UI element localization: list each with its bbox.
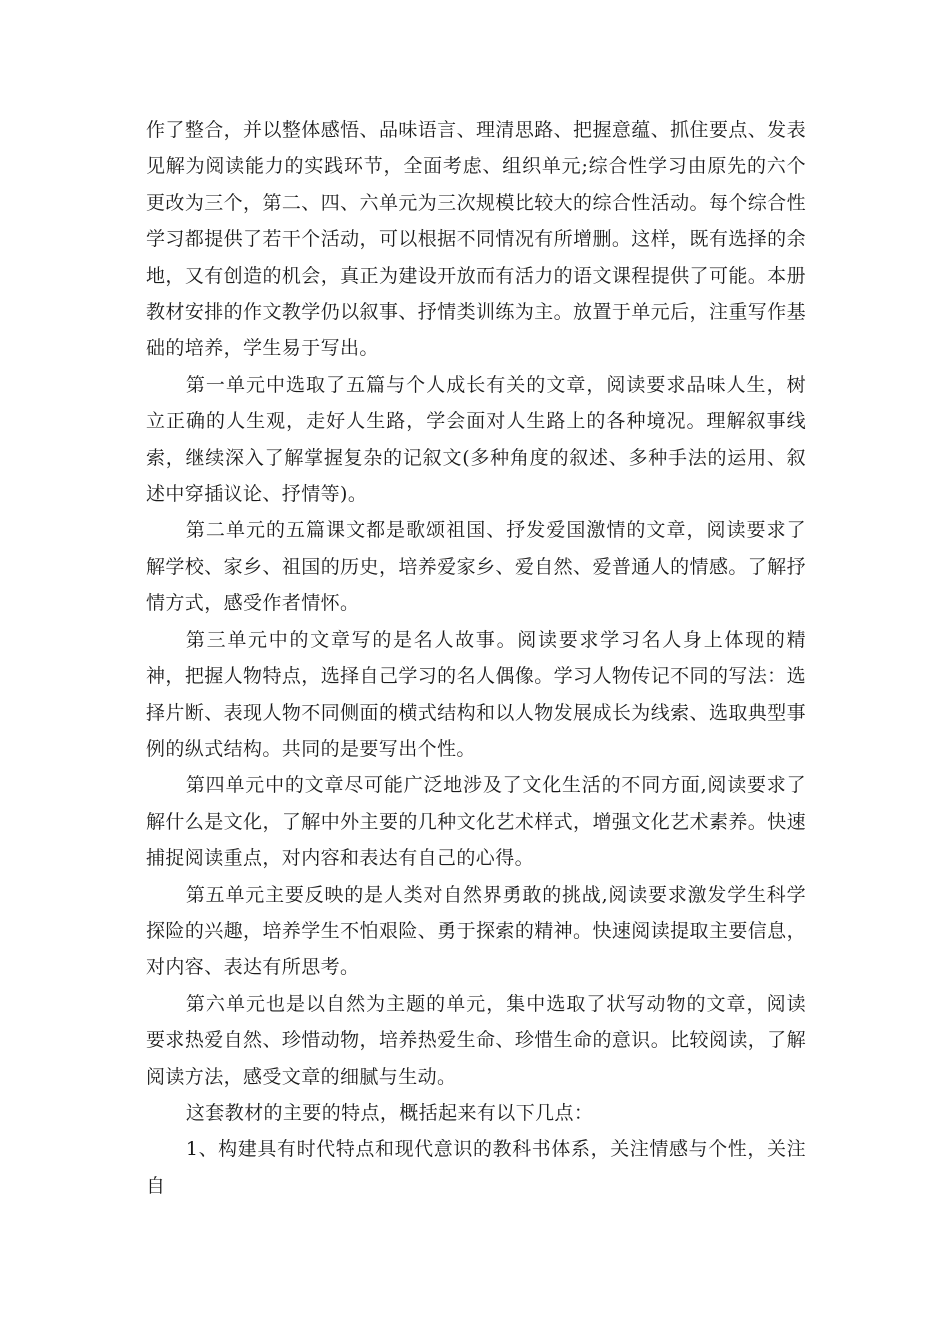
paragraph-features-intro: 这套教材的主要的特点，概括起来有以下几点： <box>185 1101 594 1124</box>
paragraph-unit-2: 第二单元的五篇课文都是歌颂祖国、抒发爱国激情的文章，阅读要求了解学校、家乡、祖国的历史，培养爱家乡、爱自然、爱普通人的情感。了解抒情方式，感受作者情怀。 <box>146 519 806 615</box>
paragraph-intro-continued: 作了整合，并以整体感悟、品味语言、理清思路、把握意蕴、抓住要点、发表见解为阅读能力的实践环节，全面考虑、组织单元;综合性学习由原先的六个更改为三个，第二、四、六单元为三次规模比较大的综合性活动。每个综合性学习都提供了若干个活动，可以根据不同情况有所增删。这样，既有选择的余地，又有创造的机会，真正为建设开放而有活力的语文课程提供了可能。本册教材安排的作文教学仍以叙事、抒情类训练为主。放置于单元后，注重写作基础的培养，学生易于写出。 <box>146 119 806 360</box>
paragraph-unit-3: 第三单元中的文章写的是名人故事。阅读要求学习名人身上体现的精神，把握人物特点，选择自己学习的名人偶像。学习人物传记不同的写法：选择片断、表现人物不同侧面的横式结构和以人物发展成长为线索、选取典型事例的纵式结构。共同的是要写出个性。 <box>146 628 806 760</box>
paragraph-unit-4: 第四单元中的文章尽可能广泛地涉及了文化生活的不同方面,阅读要求了解什么是文化，了解中外主要的几种文化艺术样式，增强文化艺术素养。快速捕捉阅读重点，对内容和表达有自己的心得。 <box>146 774 806 870</box>
paragraph-unit-1: 第一单元中选取了五篇与个人成长有关的文章，阅读要求品味人生，树立正确的人生观，走好人生路，学会面对人生路上的各种境况。理解叙事线索，继续深入了解掌握复杂的记叙文(多种角度的叙述、多种手法的运用、叙述中穿插议论、抒情等)。 <box>146 373 806 506</box>
paragraph-unit-6: 第六单元也是以自然为主题的单元，集中选取了状写动物的文章，阅读要求热爱自然、珍惜动物，培养热爱生命、珍惜生命的意识。比较阅读，了解阅读方法，感受文章的细腻与生动。 <box>146 992 806 1088</box>
paragraph-feature-1: 1、构建具有时代特点和现代意识的教科书体系，关注情感与个性，关注自 <box>146 1138 806 1197</box>
document-page <box>146 112 806 1204</box>
paragraph-unit-5: 第五单元主要反映的是人类对自然界勇敢的挑战,阅读要求激发学生科学探险的兴趣，培养学生不怕艰险、勇于探索的精神。快速阅读提取主要信息，对内容、表达有所思考。 <box>146 883 806 979</box>
